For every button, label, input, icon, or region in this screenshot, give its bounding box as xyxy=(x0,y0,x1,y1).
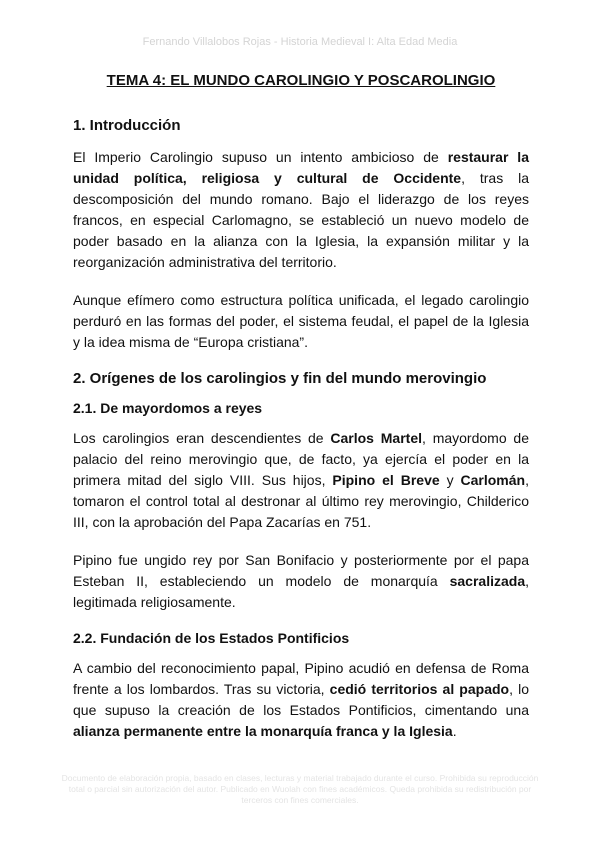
text-span: A cambio del reconocimiento papal, Pipino acudió en defensa de Roma frente a los lombardos. Tras su victoria, xyxy=(73,660,529,697)
text-span: , tras la descomposición del mundo romano. Bajo el liderazgo de los reyes francos, en especial Carlomagno, se estableció un nuevo modelo de poder basado en la alianza con la Iglesia, la expansión militar y la reorganización administrativa del territorio. xyxy=(73,170,530,270)
section-2-heading: 2. Orígenes de los carolingios y fin del mundo merovingio xyxy=(73,370,487,387)
text-span: Los carolingios eran descendientes de xyxy=(73,430,331,446)
text-span: . xyxy=(452,723,457,739)
bold-span: Carlomán xyxy=(460,472,526,488)
section-1-heading: 1. Introducción xyxy=(73,117,181,134)
section-2-1-paragraph-2 xyxy=(73,550,529,613)
text-span: , legitimada religiosamente. xyxy=(73,573,529,610)
intro-paragraph-1 xyxy=(73,147,529,273)
document-body xyxy=(73,72,529,759)
section-2-1-heading: 2.1. De mayordomos a reyes xyxy=(73,400,263,416)
bold-span: Pipino el Breve xyxy=(332,472,440,488)
bold-span: restaurar la unidad política, religiosa y cultural de Occidente xyxy=(73,149,529,186)
text-span: , mayordomo de palacio del reino merovingio que, de facto, ya ejercía el poder en la primera mitad del siglo VIII. Sus hijos, xyxy=(73,430,529,488)
bold-span: cedió territorios al papado xyxy=(329,681,510,697)
text-span: , tomaron el control total al destronar al último rey merovingio, Childerico III, con la aprobación del Papa Zacarías en 751. xyxy=(73,472,529,530)
bold-span: alianza permanente entre la monarquía franca y la Iglesia xyxy=(73,723,453,739)
page-footer-disclaimer: Documento de elaboración propia, basado en clases, lecturas y material trabajado durante el curso. Prohibida su reproducción total o parcial sin autorización del autor. Publicado en Wuolah con fines académicos. Queda prohibida su redistribución por terceros con fines comerciales. xyxy=(61,773,539,805)
page-header: Fernando Villalobos Rojas - Historia Medieval I: Alta Edad Media xyxy=(142,36,458,48)
section-2-2-paragraph-1 xyxy=(73,658,529,742)
text-span: y xyxy=(439,472,461,488)
document-title: TEMA 4: EL MUNDO CAROLINGIO Y POSCAROLINGIO xyxy=(106,72,496,89)
text-span: , lo que supuso la creación de los Estados Pontificios, cimentando una xyxy=(73,681,529,718)
bold-span: Carlos Martel xyxy=(330,430,422,446)
text-span: El Imperio Carolingio supuso un intento ambicioso de xyxy=(73,149,448,165)
intro-paragraph-2: Aunque efímero como estructura política unificada, el legado carolingio perduró en las formas del poder, el sistema feudal, el papel de la Iglesia y la idea misma de “Europa cristiana”. xyxy=(73,292,529,350)
section-2-1-paragraph-1 xyxy=(73,428,529,533)
section-2-2-heading: 2.2. Fundación de los Estados Pontificios xyxy=(73,630,350,646)
text-span: Pipino fue ungido rey por San Bonifacio y posteriormente por el papa Esteban II, estableciendo un modelo de monarquía xyxy=(73,552,529,589)
bold-span: sacralizada xyxy=(449,573,526,589)
